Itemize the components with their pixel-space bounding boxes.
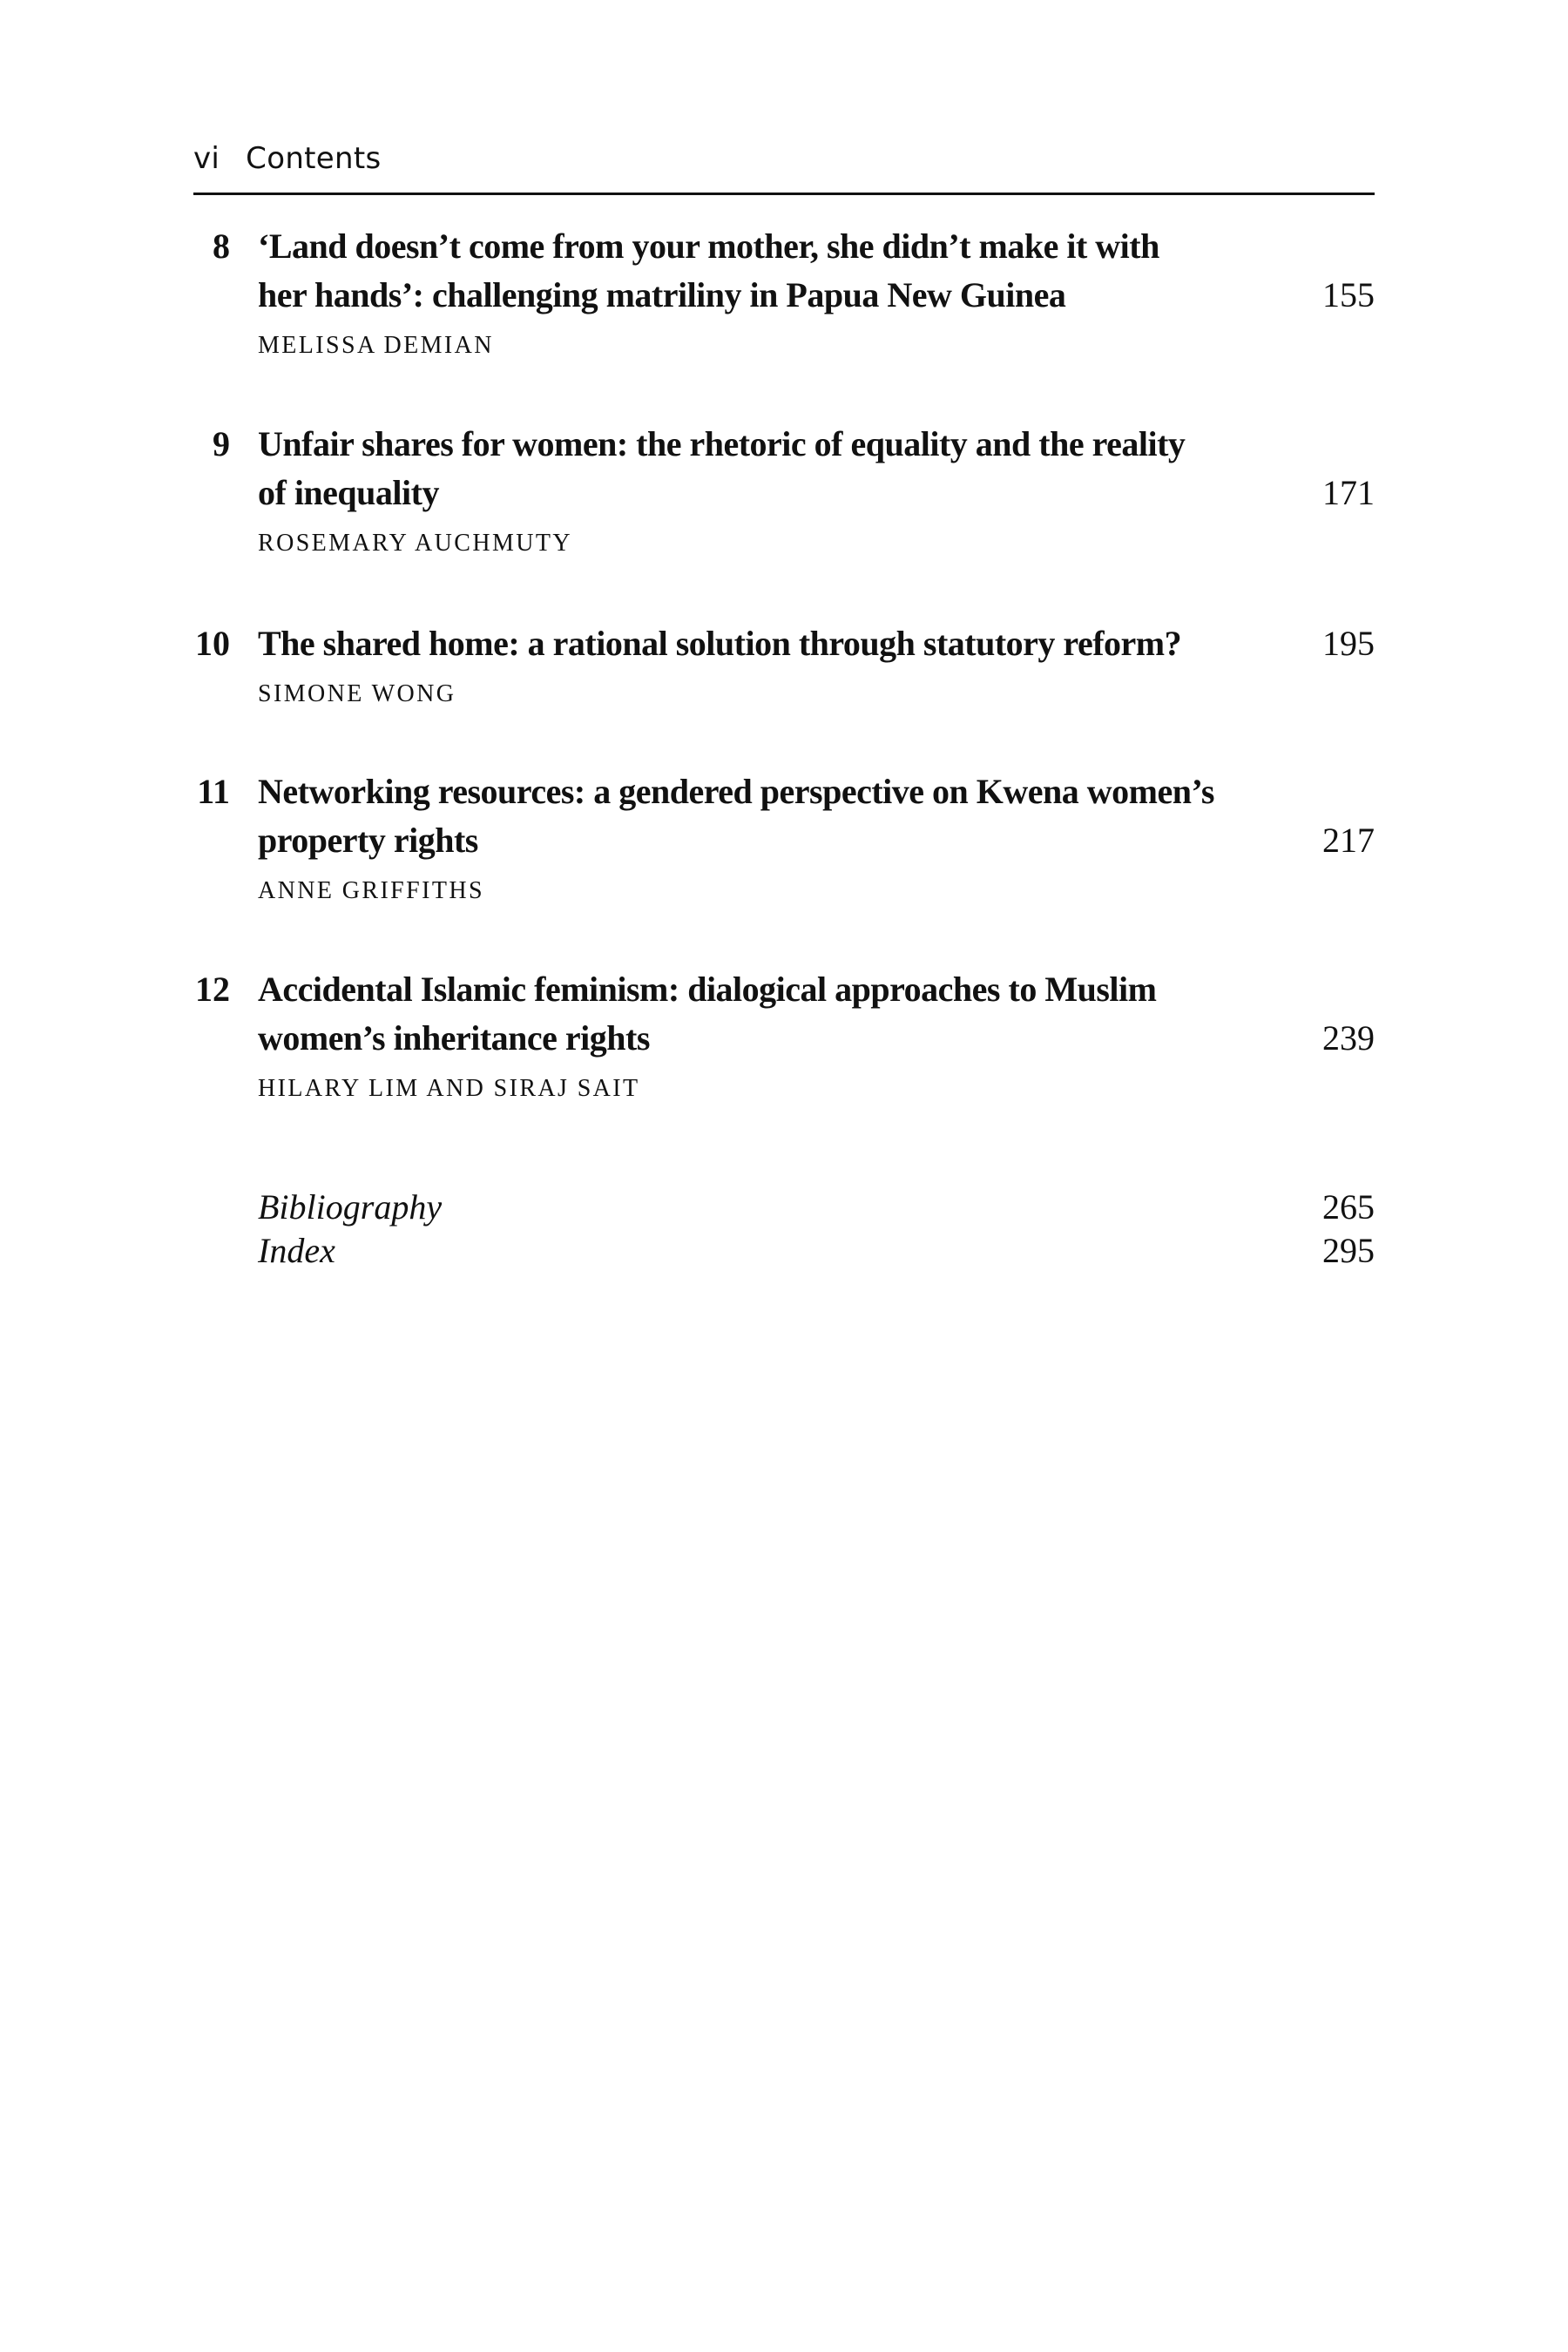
chapter-number: 12 [195,970,230,1009]
page-folio: vi [193,141,220,176]
chapter-title-line: Networking resources: a gendered perspective on Kwena women’s [258,772,1214,811]
header-rule [193,193,1375,195]
chapter-number: 11 [197,772,230,811]
back-matter-label: Index [258,1231,335,1270]
chapter-page-number: 217 [1322,821,1375,860]
running-head-title: Contents [246,141,382,176]
chapter-title-line: of inequality [258,473,439,512]
chapter-page-number: 155 [1322,275,1375,314]
chapter-title-line: her hands’: challenging matriliny in Papua New Guinea [258,275,1066,314]
chapter-page-number: 195 [1322,624,1375,663]
chapter-author: SIMONE WONG [258,680,456,707]
back-matter-page-number: 265 [1322,1187,1375,1227]
chapter-title-line: women’s inheritance rights [258,1018,650,1058]
chapter-author: MELISSA DEMIAN [258,332,494,359]
chapter-author: ANNE GRIFFITHS [258,877,484,904]
chapter-author: ROSEMARY AUCHMUTY [258,530,573,557]
chapter-title-line: Accidental Islamic feminism: dialogical approaches to Muslim [258,970,1157,1009]
chapter-page-number: 171 [1322,473,1375,512]
back-matter-label: Bibliography [258,1187,443,1227]
chapter-author: HILARY LIM AND SIRAJ SAIT [258,1075,640,1102]
chapter-number: 8 [213,226,230,266]
chapter-title-line: property rights [258,821,478,860]
chapter-title-line: The shared home: a rational solution through statutory reform? [258,624,1182,663]
back-matter-page-number: 295 [1322,1231,1375,1270]
chapter-number: 10 [195,624,230,663]
running-head [193,139,382,178]
chapter-title-line: ‘Land doesn’t come from your mother, she didn’t make it with [258,226,1159,266]
chapter-page-number: 239 [1322,1018,1375,1058]
chapter-title-line: Unfair shares for women: the rhetoric of equality and the reality [258,424,1186,463]
chapter-number: 9 [213,424,230,463]
